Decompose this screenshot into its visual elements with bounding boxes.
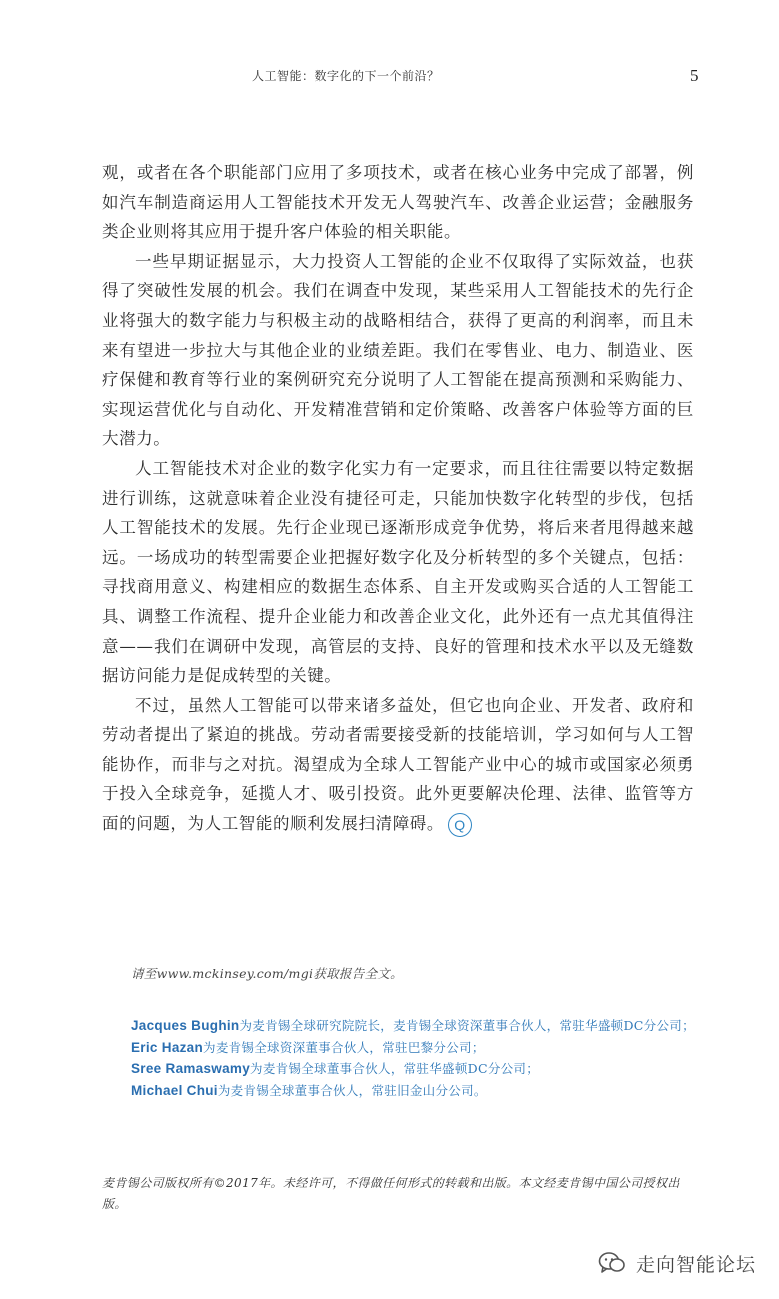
author-name: Eric Hazan <box>131 1039 204 1055</box>
wechat-icon <box>598 1251 626 1275</box>
author-role: 为麦肯锡全球董事合伙人，常驻旧金山分公司。 <box>217 1082 487 1098</box>
author-list <box>101 1015 701 1101</box>
watermark-text: 走向智能论坛 <box>636 1253 757 1276</box>
author-name: Sree Ramaswamy <box>131 1061 251 1076</box>
paragraph-4 <box>102 691 694 839</box>
running-header-title: 人工智能：数字化的下一个前沿？ <box>252 69 440 83</box>
paragraph-1: 观，或者在各个职能部门应用了多项技术，或者在核心业务中完成了部署，例如汽车制造商运用人工智能技术开发无人驾驶汽车、改善企业运营；金融服务类企业则将其应用于提升客户体验的相关职能。 <box>102 163 694 242</box>
author-entry <box>101 1058 701 1080</box>
author-entry <box>101 1037 701 1059</box>
author-name: Michael Chui <box>131 1082 218 1098</box>
page-number: 5 <box>690 66 699 85</box>
end-mark-icon: Q <box>448 813 472 837</box>
copyright-notice: 麦肯锡公司版权所有©2017年。未经许可，不得做任何形式的转载和出版。本文经麦肯锡中国公司授权出版。 <box>102 1176 680 1211</box>
wechat-watermark <box>598 1246 756 1280</box>
author-role: 为麦肯锡全球董事合伙人，常驻华盛顿DC分公司； <box>250 1061 540 1076</box>
author-entry <box>101 1015 701 1037</box>
article-body <box>102 158 694 839</box>
paragraph-2: 一些早期证据显示，大力投资人工智能的企业不仅取得了实际效益，也获得了突破性发展的机会。我们在调查中发现，某些采用人工智能技术的先行企业将强大的数字能力与积极主动的战略相结合，获得了更高的利润率，而且未来有望进一步拉大与其他企业的业绩差距。我们在零售业、电力、制造业、医疗保健和教育等行业的案例研究充分说明了人工智能在提高预测和采购能力、实现运营优化与自动化、开发精准营销和定价策略、改善客户体验等方面的巨大潜力。 <box>102 251 694 449</box>
author-role: 为麦肯锡全球研究院院长，麦肯锡全球资深董事合伙人，常驻华盛顿DC分公司； <box>239 1018 695 1033</box>
author-name: Jacques Bughin <box>131 1018 240 1033</box>
author-entry <box>101 1080 701 1102</box>
paragraph-4-text: 不过，虽然人工智能可以带来诸多益处，但它也向企业、开发者、政府和劳动者提出了紧迫的挑战。劳动者需要接受新的技能培训，学习如何与人工智能协作，而非与之对抗。渴望成为全球人工智能产业中心的城市或国家必须勇于投入全球竞争，延揽人才、吸引投资。此外更要解决伦理、法律、监管等方面的问题，为人工智能的顺利发展扫清障碍。 <box>102 695 694 834</box>
paragraph-3: 人工智能技术对企业的数字化实力有一定要求，而且往往需要以特定数据进行训练，这就意味着企业没有捷径可走，只能加快数字化转型的步伐，包括人工智能技术的发展。先行企业现已逐渐形成竞争优势，将后来者甩得越来越远。一场成功的转型需要企业把握好数字化及分析转型的多个关键点，包括：寻找商用意义、构建相应的数据生态体系、自主开发或购买合适的人工智能工具、调整工作流程、提升企业能力和改善企业文化，此外还有一点尤其值得注意——我们在调研中发现，高管层的支持、良好的管理和技术水平以及无缝数据访问能力是促成转型的关键。 <box>102 458 694 686</box>
author-role: 为麦肯锡全球资深董事合伙人，常驻巴黎分公司； <box>203 1039 485 1055</box>
source-note: 请至www.mckinsey.com/mgi获取报告全文。 <box>131 966 403 981</box>
